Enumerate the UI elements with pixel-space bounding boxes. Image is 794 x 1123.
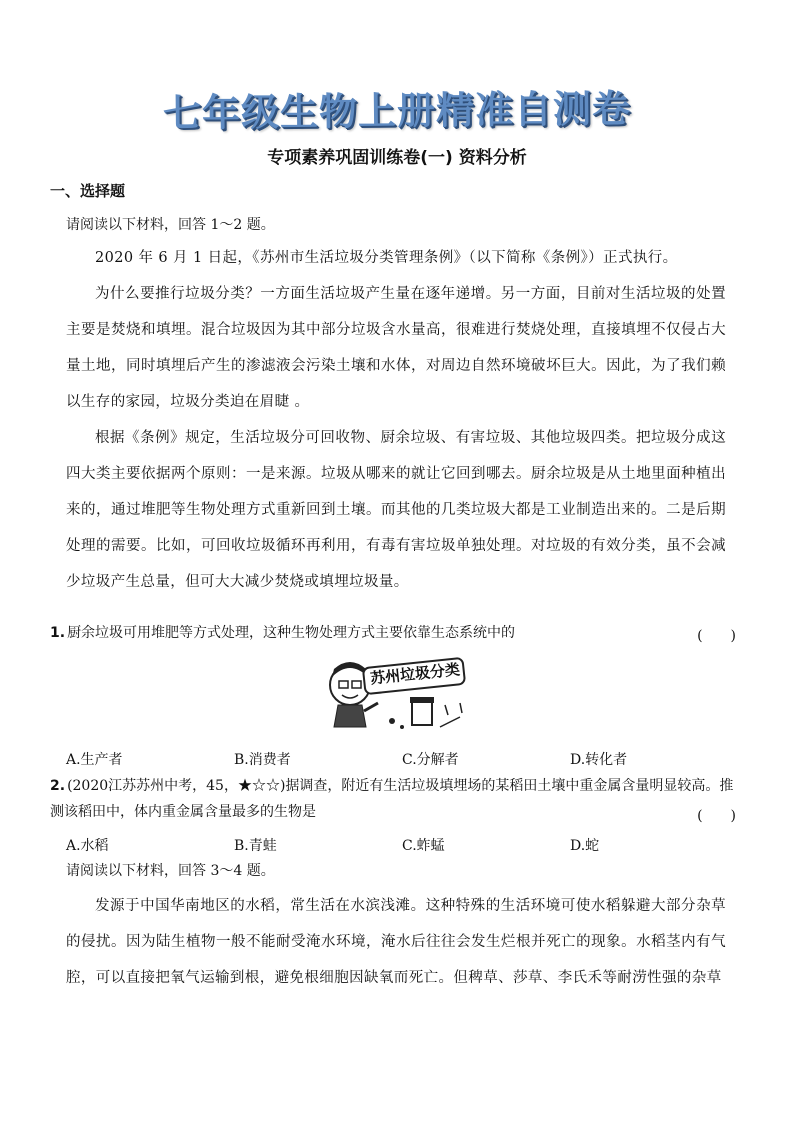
garbage-sorting-cartoon [320,655,470,739]
material-1-p1: 2020 年 6 月 1 日起，《苏州市生活垃圾分类管理条例》（以下简称《条例》）正式执行。 [95,250,678,266]
option-b[interactable]: B.青蛙 [234,838,277,854]
question-2-options [66,835,756,855]
material-1-p3: 根据《条例》规定，生活垃圾分可回收物、厨余垃圾、有害垃圾、其他垃圾四类。把垃圾分成这四大类主要依据两个原则：一是来源。垃圾从哪来的就让它回到哪去。厨余垃圾是从土地里面种植出来的，通过堆肥等生物处理方式重新回到土壤。而其他的几类垃圾大都是工业制造出来的。二是后期处理的需要。比如，可回收垃圾循环再利用，有毒有害垃圾单独处理。对垃圾的有效分类，虽不会减少垃圾产生总量，但可大大减少焚烧或填埋垃圾量。 [66,430,726,590]
cartoon-caption: 苏州垃圾分类 [369,660,461,688]
banner-title: 七年级生物上册精准自测卷 [162,86,632,136]
option-c[interactable]: C.蚱蜢 [402,838,445,854]
question-stem: (2020江苏苏州中考，45，★☆☆)据调查，附近有生活垃圾填埋场的某稻田土壤中重金属含量明显较高。推测该稻田中，体内重金属含量最多的生物是 [50,778,734,820]
question-1-options [66,749,756,769]
page-subtitle: 专项素养巩固训练卷(一) 资料分析 [267,148,527,168]
intro-1-2: 请阅读以下材料，回答 1～2 题。 [66,217,275,233]
material-2-p1: 发源于中国华南地区的水稻，常生活在水滨浅滩。这种特殊的生活环境可使水稻躲避大部分杂草的侵扰。因为陆生植物一般不能耐受淹水环境，淹水后往往会发生烂根并死亡的现象。水稻茎内有气腔，可以直接把氧气运输到根，避免根细胞因缺氧而死亡。但稗草、莎草、李氏禾等耐涝性强的杂草 [66,898,726,986]
option-d[interactable]: D.蛇 [570,838,600,854]
section-heading: 一、选择题 [50,182,126,200]
question-1 [50,620,740,646]
material-1-p2: 为什么要推行垃圾分类？一方面生活垃圾产生量在逐年递增。另一方面，目前对生活垃圾的处置主要是焚烧和填埋。混合垃圾因为其中部分垃圾含水量高，很难进行焚烧处理，直接填埋不仅侵占大量土地，同时填埋后产生的渗滤液会污染土壤和水体，对周边自然环境破坏巨大。因此，为了我们赖以生存的家园，垃圾分类迫在眉睫 。 [66,286,726,410]
option-a[interactable]: A.水稻 [66,838,109,854]
option-d[interactable]: D.转化者 [570,752,628,768]
option-b[interactable]: B.消费者 [234,752,291,768]
question-number: 2. [50,778,66,794]
option-a[interactable]: A.生产者 [66,752,123,768]
question-2 [50,773,740,825]
answer-paren-1[interactable]: ( ) [697,628,736,644]
intro-3-4: 请阅读以下材料，回答 3～4 题。 [66,863,275,879]
question-number: 1. [50,625,66,641]
question-stem: 厨余垃圾可用堆肥等方式处理，这种生物处理方式主要依靠生态系统中的 [67,625,516,641]
option-c[interactable]: C.分解者 [402,752,459,768]
answer-paren-2[interactable]: ( ) [697,808,736,824]
